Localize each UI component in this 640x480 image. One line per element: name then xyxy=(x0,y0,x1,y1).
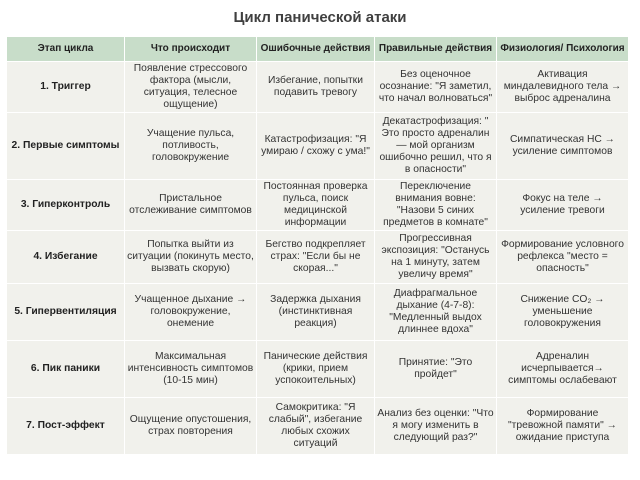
stage-cell: 6. Пик паники xyxy=(7,341,125,398)
stage-cell: 1. Триггер xyxy=(7,62,125,113)
stage-cell: 3. Гиперконтроль xyxy=(7,180,125,231)
header-what-happens: Что происходит xyxy=(125,37,257,62)
header-physiology: Физиология/ Психология xyxy=(497,37,629,62)
stage-cell: 2. Первые симптомы xyxy=(7,113,125,180)
table-cell: Учащение пульса, потливость, головокружение xyxy=(125,113,257,180)
header-stage: Этап цикла xyxy=(7,37,125,62)
table-cell: Максимальная интенсивность симптомов (10-15 мин) xyxy=(125,341,257,398)
table-cell: Анализ без оценки: "Что я могу изменить в следующий раз?" xyxy=(375,398,497,455)
table-row xyxy=(7,284,629,341)
table-cell: Пристальное отслеживание симптомов xyxy=(125,180,257,231)
table-cell: Без оценочное осознание: "Я заметил, что начал волноваться" xyxy=(375,62,497,113)
table-cell: Активация миндалевидного тела → выброс адреналина xyxy=(497,62,629,113)
page-title: Цикл панической атаки xyxy=(233,9,407,26)
table-cell: Постоянная проверка пульса, поиск медицинской информации xyxy=(257,180,375,231)
header-row xyxy=(7,37,629,62)
stage-cell: 5. Гипервентиляция xyxy=(7,284,125,341)
header-right-actions: Правильные действия xyxy=(375,37,497,62)
table-cell: Фокус на теле → усиление тревоги xyxy=(497,180,629,231)
table-cell: Ощущение опустошения, страх повторения xyxy=(125,398,257,455)
table-cell: Попытка выйти из ситуации (покинуть место, вызвать скорую) xyxy=(125,231,257,284)
table-cell: Прогрессивная экспозиция: "Останусь на 1 минуту, затем увеличу время" xyxy=(375,231,497,284)
table-cell: Самокритика: "Я слабый", избегание любых схожих ситуаций xyxy=(257,398,375,455)
header-wrong-actions: Ошибочные действия xyxy=(257,37,375,62)
table-cell: Катастрофизация: "Я умираю / схожу с ума!" xyxy=(257,113,375,180)
table-cell: Задержка дыхания (инстинктивная реакция) xyxy=(257,284,375,341)
table-cell: Принятие: "Это пройдет" xyxy=(375,341,497,398)
table-cell: Бегство подкрепляет страх: "Если бы не скорая..." xyxy=(257,231,375,284)
table-cell: Избегание, попытки подавить тревогу xyxy=(257,62,375,113)
table-row xyxy=(7,341,629,398)
table-cell: Снижение CO₂ → уменьшение головокружения xyxy=(497,284,629,341)
panic-cycle-table xyxy=(6,36,629,455)
table-row xyxy=(7,113,629,180)
table-cell: Панические действия (крики, прием успокоительных) xyxy=(257,341,375,398)
table-cell: Симпатическая НС → усиление симптомов xyxy=(497,113,629,180)
table-cell: Адреналин исчерпывается→ симптомы ослабевают xyxy=(497,341,629,398)
table-cell: Формирование "тревожной памяти" → ожидание приступа xyxy=(497,398,629,455)
table-row xyxy=(7,231,629,284)
table-row xyxy=(7,62,629,113)
table-cell: Учащенное дыхание → головокружение, онемение xyxy=(125,284,257,341)
stage-cell: 4. Избегание xyxy=(7,231,125,284)
table-row xyxy=(7,398,629,455)
table-row xyxy=(7,180,629,231)
table-cell: Переключение внимания вовне: "Назови 5 синих предметов в комнате" xyxy=(375,180,497,231)
table-cell: Появление стрессового фактора (мысли, ситуация, телесное ощущение) xyxy=(125,62,257,113)
stage-cell: 7. Пост-эффект xyxy=(7,398,125,455)
table-cell: Формирование условного рефлекса "место = опасность" xyxy=(497,231,629,284)
table-cell: Декатастрофизация: " Это просто адреналин — мой организм ошибочно решил, что я в опасности" xyxy=(375,113,497,180)
table-cell: Диафрагмальное дыхание (4-7-8): "Медленный выдох длиннее вдоха" xyxy=(375,284,497,341)
